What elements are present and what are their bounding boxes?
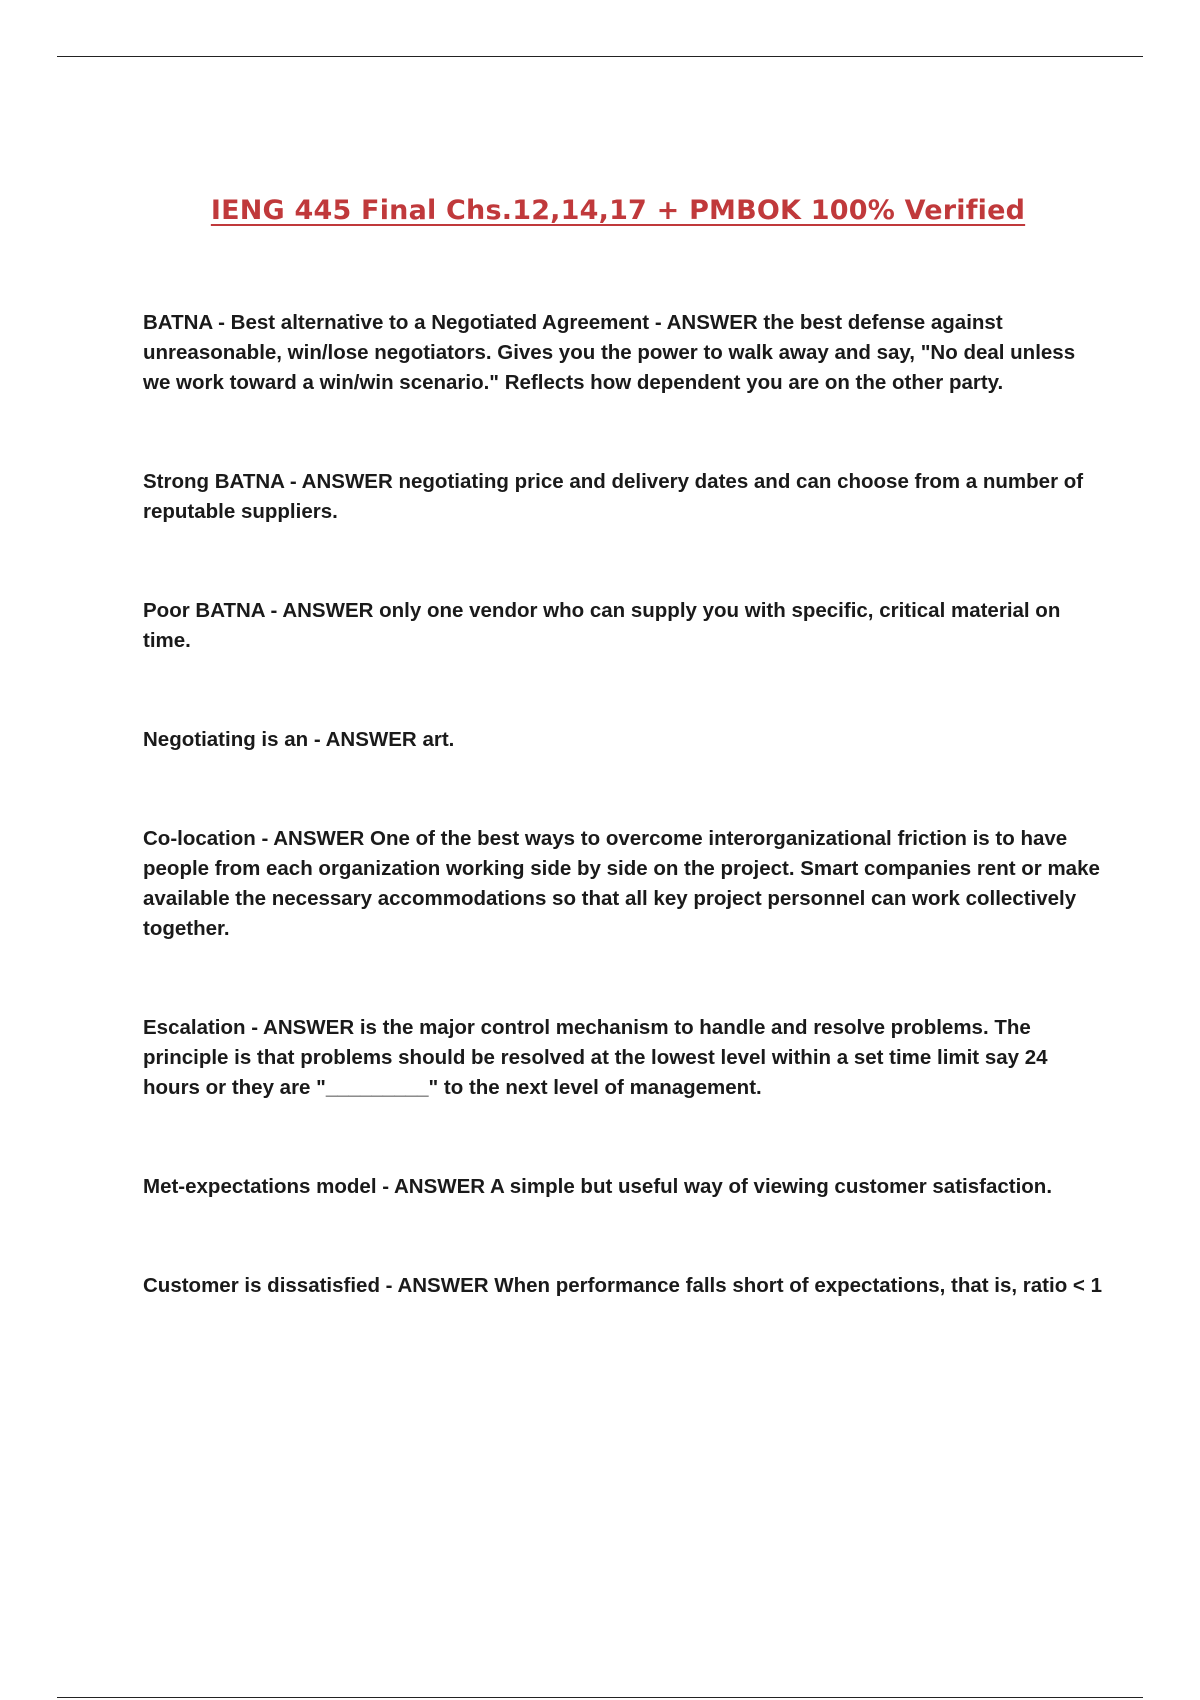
entry-term: Negotiating is an xyxy=(143,728,309,751)
qa-entry xyxy=(143,725,1103,755)
entry-separator: - xyxy=(649,311,667,334)
qa-entry xyxy=(143,308,1103,398)
footer-rule xyxy=(57,1697,1143,1698)
qa-entry xyxy=(143,1013,1103,1103)
entry-term: Poor BATNA xyxy=(143,599,265,622)
entry-term: Customer is dissatisfied xyxy=(143,1274,380,1297)
entry-answer: is the major control mechanism to handle and resolve problems. The principle is that problems should be resolved at the lowest level within a set time limit say 24 hours or they are "_________" to the next level of management. xyxy=(143,1016,1048,1099)
entry-answer: One of the best ways to overcome interorganizational friction is to have people from each organization working side by side on the project. Smart companies rent or make available the necessary accommodations so that all key project personnel can work collectively together. xyxy=(143,827,1100,940)
entry-separator: - xyxy=(376,1175,394,1198)
entry-answer: When performance falls short of expectations, that is, ratio < 1 xyxy=(494,1274,1102,1297)
qa-list xyxy=(143,308,1103,1301)
answer-keyword: ANSWER xyxy=(397,1274,489,1297)
entry-answer: the best defense against unreasonable, win/lose negotiators. Gives you the power to walk away and say, "No deal unless we work toward a win/win scenario." Reflects how dependent you are on the other party. xyxy=(143,311,1076,394)
answer-keyword: ANSWER xyxy=(325,728,417,751)
entry-term: Met-expectations model xyxy=(143,1175,377,1198)
entry-separator: - xyxy=(284,470,302,493)
answer-keyword: ANSWER xyxy=(263,1016,355,1039)
entry-answer: art. xyxy=(422,728,455,751)
entry-separator: - xyxy=(264,599,283,622)
answer-keyword: ANSWER xyxy=(273,827,365,850)
entry-separator: - xyxy=(255,827,274,850)
entry-term: Escalation xyxy=(143,1016,246,1039)
answer-keyword: ANSWER xyxy=(301,470,393,493)
entry-term: Strong BATNA xyxy=(143,470,285,493)
qa-entry xyxy=(143,596,1103,656)
entry-answer: A simple but useful way of viewing customer satisfaction. xyxy=(490,1175,1053,1198)
qa-entry xyxy=(143,1271,1103,1301)
answer-keyword: ANSWER xyxy=(666,311,758,334)
header-rule xyxy=(57,56,1143,57)
qa-entry xyxy=(143,467,1103,527)
entry-separator: - xyxy=(245,1016,264,1039)
entry-term: BATNA - Best alternative to a Negotiated Agreement xyxy=(143,311,650,334)
entry-separator: - xyxy=(379,1274,398,1297)
entry-answer: negotiating price and delivery dates and can choose from a number of reputable suppliers. xyxy=(143,470,1084,523)
qa-entry xyxy=(143,1172,1103,1202)
entry-answer: only one vendor who can supply you with specific, critical material on time. xyxy=(143,599,1061,652)
answer-keyword: ANSWER xyxy=(394,1175,486,1198)
answer-keyword: ANSWER xyxy=(282,599,374,622)
entry-separator: - xyxy=(308,728,326,751)
qa-entry xyxy=(143,824,1103,944)
entry-term: Co-location xyxy=(143,827,256,850)
document-title: IENG 445 Final Chs.12,14,17 + PMBOK 100% Verified xyxy=(210,195,1026,226)
